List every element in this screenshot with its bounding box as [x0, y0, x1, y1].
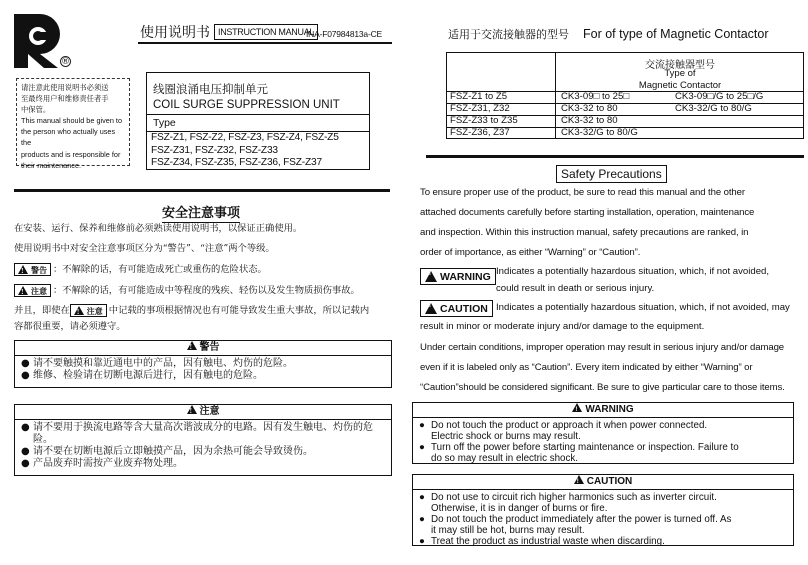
- warning-triangle-icon: [572, 403, 582, 412]
- caution-box-zh: [14, 404, 392, 476]
- warning-box-body: [15, 356, 391, 384]
- model-line: FSZ-Z34, FSZ-Z35, FSZ-Z36, FSZ-Z37: [151, 157, 322, 169]
- table-cell-type: CK3-32/G to 80/G: [675, 103, 752, 114]
- caution-box-en: [412, 474, 794, 546]
- table-cell-type: CK3-32/G to 80/G: [561, 127, 638, 138]
- section-rule: [14, 189, 390, 192]
- intro-paragraph-zh: 在安装、运行、保养和维修前必须熟读使用说明书，以保证正确使用。: [14, 223, 303, 234]
- handover-note: [16, 78, 130, 170]
- contactor-title-zh: 适用于交流接触器的型号: [448, 28, 569, 41]
- caution-label: CAUTION: [440, 302, 488, 315]
- model-list: [151, 132, 339, 170]
- list-item: ● 请不要触摸和靠近通电中的产品，因有触电、灼伤的危险。: [21, 358, 293, 369]
- contactor-title: [448, 26, 769, 42]
- list-item: ● Do not touch the product or approach it when power connected. Electric shock or burns may result.: [419, 420, 708, 442]
- table-head-en: [555, 68, 805, 92]
- safety-title-zh: 安全注意事项: [162, 202, 240, 223]
- list-item: ● 请不要用于换流电路等含大量高次谐波成分的电路。因有发生触电、灼伤的危险。: [21, 422, 373, 445]
- para-line: even if it is labeled only as “Caution”. Every item indicated by either “Warning” or: [420, 362, 753, 373]
- warning-desc-2: could result in death or serious injury.: [496, 283, 655, 294]
- caution-desc-2: result in minor or moderate injury and/or damage to the equipment.: [420, 321, 705, 332]
- note-en-line: their maintenance.: [21, 160, 82, 170]
- intro-line: order of importance, as either “Warning” or “Caution”.: [420, 247, 641, 258]
- warning-triangle-icon: [574, 475, 584, 484]
- intro-line: To ensure proper use of the product, be sure to read this manual and the other: [420, 187, 745, 198]
- caution-box-head: [15, 405, 391, 420]
- model-line: FSZ-Z31, FSZ-Z32, FSZ-Z33: [151, 144, 278, 156]
- table-cell-type: CK3-32 to 80: [561, 115, 618, 126]
- caution-box-body: [15, 420, 391, 472]
- intro-line: and inspection. Within this instruction manual, safety precautions are ranked, in: [420, 227, 749, 238]
- warning-desc-1: Indicates a potentially hazardous situation, which, if not avoided,: [496, 266, 770, 277]
- divider: [147, 114, 369, 115]
- warning-box-head: [413, 403, 793, 418]
- table-cell-model: FSZ-Z36, Z37: [450, 127, 510, 138]
- list-item: ● Turn off the power before starting maintenance or inspection. Failure to do so may result in electric shock.: [419, 442, 739, 464]
- list-item: ● 产品废弃时需按产业废弃物处理。: [21, 458, 183, 469]
- contactor-title-en: For of type of Magnetic Contactor: [583, 27, 769, 41]
- warning-box-en: [412, 402, 794, 464]
- importance-paragraph-end: 容都很重要，请必须遵守。: [14, 321, 126, 332]
- table-head-en-1: Type of: [664, 68, 696, 79]
- warning-triangle-icon: [18, 286, 28, 295]
- caution-desc: ：不解除的话，有可能造成中等程度的残疾、轻伤以及发生物质损伤事故。: [53, 285, 360, 296]
- warning-label: WARNING: [440, 270, 491, 283]
- table-cell-model: FSZ-Z31, Z32: [450, 103, 510, 114]
- warning-box-title: 警告: [199, 342, 220, 353]
- section-rule: [426, 155, 804, 158]
- warning-box-body: [413, 418, 793, 466]
- warning-desc: ：不解除的话，有可能造成死亡或重伤的危险状态。: [53, 264, 267, 275]
- registered-mark-icon: ®: [61, 57, 70, 67]
- importance-paragraph-en: [420, 338, 800, 398]
- product-name-en: COIL SURGE SUPPRESSION UNIT: [153, 99, 340, 111]
- product-box: [146, 72, 370, 170]
- warning-triangle-icon: [74, 306, 84, 315]
- caution-box-title: CAUTION: [586, 476, 633, 487]
- para-line: “Caution”should be considered significant. Be sure to give particular care to those items.: [420, 382, 785, 393]
- intro-paragraph-en: [420, 183, 800, 263]
- intro-line: attached documents carefully before starting installation, operation, maintenance: [420, 207, 755, 218]
- list-item: ● 请不要在切断电源后立即触摸产品，因为余热可能会导致烫伤。: [21, 446, 313, 457]
- table-cell-type: CK3-09□/G to 25□/G: [675, 91, 764, 102]
- warning-tag-label: 警告: [31, 264, 47, 275]
- table-head-zh: 交流接触器型号: [645, 60, 715, 71]
- levels-paragraph-zh: 使用说明书中对安全注意事项区分为“警告”、“注意”两个等级。: [14, 243, 275, 254]
- caution-box-head: [413, 475, 793, 490]
- caution-tag: [70, 304, 107, 317]
- caution-label-box: [420, 300, 493, 317]
- table-head-en-2: Magnetic Contactor: [638, 80, 722, 91]
- p3-mid: 中记载的事项根据情况也有可能导致发生重大事故，所以记载内: [108, 305, 370, 316]
- warning-triangle-icon: [18, 265, 28, 274]
- product-name-zh: 线圈浪涌电压抑制单元: [153, 82, 268, 96]
- note-en-line: products and is responsible for: [21, 149, 121, 159]
- contactor-table: [446, 52, 804, 139]
- warning-box-head: [15, 341, 391, 356]
- warning-box-title: WARNING: [585, 404, 634, 415]
- note-zh-line: 请注意此使用说明书必须送: [21, 83, 109, 92]
- warning-triangle-icon: [425, 303, 437, 314]
- caution-box-title: 注意: [199, 406, 220, 417]
- document-code: INA-F07984813a-CE: [306, 29, 382, 39]
- note-en-line: This manual should be given to: [21, 116, 123, 125]
- table-cell-model: FSZ-Z33 to Z35: [450, 115, 518, 126]
- type-label: Type: [153, 117, 176, 129]
- brand-logo: [14, 14, 60, 68]
- warning-definition-zh: [14, 263, 392, 277]
- note-zh-line: 至最终用户和维修责任者手: [21, 94, 109, 103]
- header-rule: [138, 42, 392, 44]
- importance-paragraph-zh: [14, 304, 392, 318]
- warning-triangle-icon: [187, 341, 197, 350]
- caution-box-body: [413, 490, 793, 549]
- model-line: FSZ-Z1, FSZ-Z2, FSZ-Z3, FSZ-Z4, FSZ-Z5: [151, 132, 339, 143]
- caution-definition-en: [420, 300, 802, 332]
- caution-desc-1: Indicates a potentially hazardous situation, which, if not avoided, may: [496, 302, 790, 313]
- list-item: ● 维修、检验请在切断电源后进行，因有触电的危险。: [21, 370, 263, 381]
- note-zh-line: 中保管。: [21, 105, 51, 114]
- para-line: Under certain conditions, improper operation may result in serious injury and/or damage: [420, 342, 785, 353]
- table-cell-model: FSZ-Z1 to Z5: [450, 91, 508, 102]
- note-en-line: the person who actually uses the: [21, 127, 116, 148]
- p3-start: 并且，即使在: [14, 305, 70, 316]
- warning-triangle-icon: [187, 405, 197, 414]
- table-cell-type: CK3-32 to 80: [561, 103, 618, 114]
- table-cell-type: CK3-09□ to 25□: [561, 91, 630, 102]
- warning-triangle-icon: [425, 271, 437, 282]
- warning-tag: [14, 263, 51, 276]
- list-item: ● Do not touch the product immediately after the power is turned off. As it may still be hot, burns may result.: [419, 514, 732, 536]
- caution-tag: [14, 284, 51, 297]
- safety-precautions-title: Safety Precautions: [556, 165, 667, 183]
- caution-tag-label: 注意: [86, 305, 103, 316]
- list-item: ● Treat the product as industrial waste when discarding.: [419, 536, 665, 547]
- warning-label-box: [420, 268, 496, 285]
- warning-box-zh: [14, 340, 392, 388]
- warning-definition-en: [420, 266, 770, 294]
- caution-tag-label: 注意: [31, 285, 47, 296]
- caution-definition-zh: [14, 284, 392, 298]
- list-item: ● Do not use to circuit rich higher harmonics such as inverter circuit. Otherwise, it is in danger of burns or fire.: [419, 492, 717, 514]
- manual-title-zh: 使用说明书: [140, 25, 210, 41]
- manual-label: INSTRUCTION MANUAL: [214, 24, 318, 40]
